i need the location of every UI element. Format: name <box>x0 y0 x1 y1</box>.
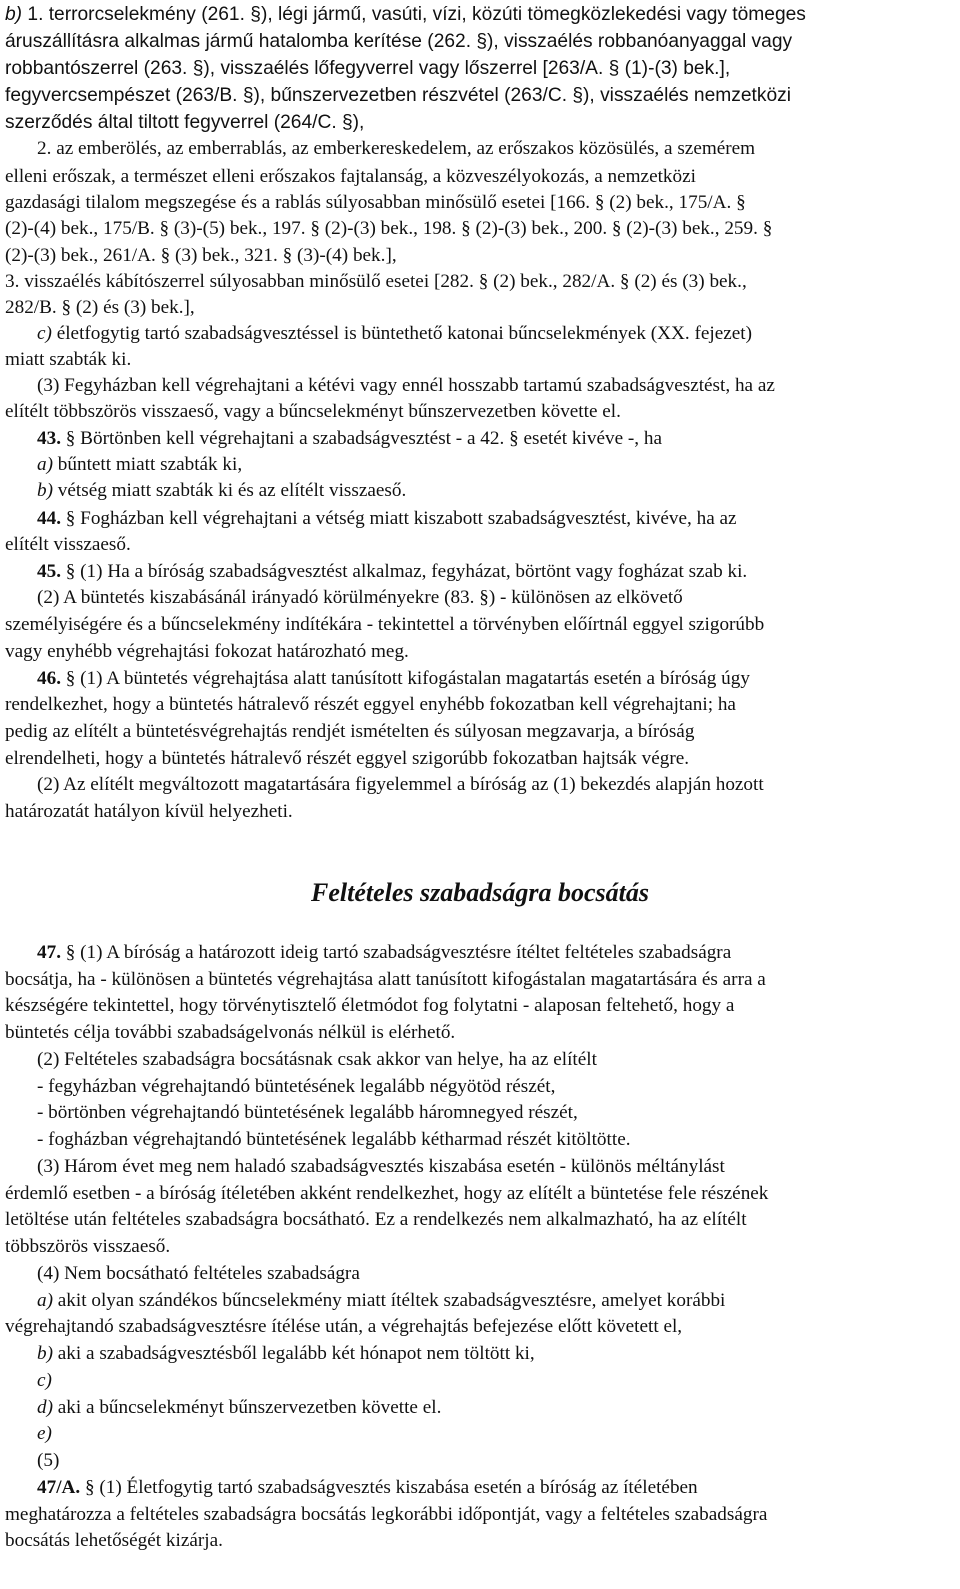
text-line: fegyvercsempészet (263/B. §), bűnszervezetben részvétel (263/C. §), visszaélés nemzetközi <box>5 85 791 106</box>
text-line: b) 1. terrorcselekmény (261. §), légi jármű, vasúti, vízi, közúti tömegközlekedési vagy tömeges <box>5 4 806 25</box>
text-line: készségére tekintettel, hogy törvénytisztelő életmódot fog folytatni - alaposan feltehető, hogy a <box>5 995 735 1016</box>
text-line: 2. az emberölés, az emberrablás, az emberkereskedelem, az erőszakos közösülés, a szemérem <box>37 138 756 159</box>
text-line: érdemlő esetben - a bíróság ítéletében akként rendelkezhet, hogy az elítélt a büntetése fele részének <box>5 1183 769 1204</box>
section-heading: Feltételes szabadságra bocsátás <box>311 878 649 907</box>
text-line: elleni erőszak, a természet elleni erőszakos fajtalanság, a közveszélyokozás, a nemzetközi <box>5 166 696 187</box>
text-line: bocsátja, ha - különösen a büntetés végrehajtása alatt tanúsított kifogástalan magatartására és arra a <box>5 969 766 990</box>
text-line: 44. § Fogházban kell végrehajtani a vétség miatt kiszabott szabadságvesztést, kivéve, ha az <box>37 508 737 529</box>
text-line: rendelkezhet, hogy a büntetés hátralevő részét eggyel enyhébb fokozatban kell végrehajtani; ha <box>5 694 736 715</box>
text-line: (2)-(3) bek., 261/A. § (3) bek., 321. § (3)-(4) bek.], <box>5 245 397 266</box>
text-line: (2) A büntetés kiszabásánál irányadó körülményekre (83. §) - különösen az elkövető <box>37 587 683 608</box>
text-line: - fogházban végrehajtandó büntetésének legalább kétharmad részét kitöltötte. <box>37 1129 631 1150</box>
text-line: a) akit olyan szándékos bűncselekmény miatt ítéltek szabadságvesztésre, amelyet korábbi <box>37 1290 726 1311</box>
text-line: büntetés célja további szabadságelvonás nélkül is elérhető. <box>5 1022 456 1043</box>
text-line: (2) Az elítélt megváltozott magatartására figyelemmel a bíróság az (1) bekezdés alapján hozott <box>37 774 764 795</box>
text-line: (4) Nem bocsátható feltételes szabadságra <box>37 1263 360 1284</box>
text-line: 43. § Börtönben kell végrehajtani a szabadságvesztést - a 42. § esetét kivéve -, ha <box>37 428 662 449</box>
text-line: határozatát hatályon kívül helyezheti. <box>5 801 293 822</box>
text-line: pedig az elítélt a büntetésvégrehajtás rendjét ismételten és súlyosan megzavarja, a bíróság <box>5 721 695 742</box>
text-line: 47. § (1) A bíróság a határozott ideig tartó szabadságvesztésre ítéltet feltételes szabadságra <box>37 942 732 963</box>
text-line: c) <box>37 1370 52 1391</box>
text-line: b) vétség miatt szabták ki és az elítélt visszaeső. <box>37 480 407 501</box>
text-line: b) aki a szabadságvesztésből legalább két hónapot nem töltött ki, <box>37 1343 535 1364</box>
text-line: letöltése után feltételes szabadságra bocsátható. Ez a rendelkezés nem alkalmazható, ha az elítélt <box>5 1209 747 1230</box>
text-line: végrehajtandó szabadságvesztésre ítélése után, a végrehajtás befejezése előtt követett el, <box>5 1316 683 1337</box>
text-line: (3) Három évet meg nem haladó szabadságvesztés kiszabása esetén - különös méltánylást <box>37 1156 725 1177</box>
text-line: gazdasági tilalom megszegése és a rablás súlyosabban minősülő esetei [166. § (2) bek., 175/A. § <box>5 192 746 213</box>
text-line: (2) Feltételes szabadságra bocsátásnak csak akkor van helye, ha az elítélt <box>37 1049 597 1070</box>
text-line: elítélt visszaeső. <box>5 534 131 555</box>
text-line: elrendelheti, hogy a büntetés hátralevő részét eggyel szigorúbb fokozatban hajtsák végre. <box>5 748 690 769</box>
text-line: - börtönben végrehajtandó büntetésének legalább háromnegyed részét, <box>37 1102 578 1123</box>
text-line: (5) <box>37 1450 60 1471</box>
text-line: szerződés által tiltott fegyverrel (264/C. §), <box>5 112 365 133</box>
text-line: d) aki a bűncselekményt bűnszervezetben követte el. <box>37 1397 442 1418</box>
text-line: 47/A. § (1) Életfogytig tartó szabadságvesztés kiszabása esetén a bíróság az ítéletében <box>37 1477 698 1498</box>
text-line: 46. § (1) A büntetés végrehajtása alatt tanúsított kifogástalan magatartás esetén a bíróság úgy <box>37 668 750 689</box>
text-line: meghatározza a feltételes szabadságra bocsátás legkorábbi időpontját, vagy a feltételes szabadságra <box>5 1504 768 1525</box>
text-line: e) <box>37 1423 52 1444</box>
text-line: a) bűntett miatt szabták ki, <box>37 454 243 475</box>
text-line: 45. § (1) Ha a bíróság szabadságvesztést alkalmaz, fegyházat, börtönt vagy fogházat szab ki. <box>37 561 748 582</box>
text-line: 3. visszaélés kábítószerrel súlyosabban minősülő esetei [282. § (2) bek., 282/A. § (2) és (3) bek., <box>5 271 747 292</box>
text-line: miatt szabták ki. <box>5 349 132 370</box>
text-line: - fegyházban végrehajtandó büntetésének legalább négyötöd részét, <box>37 1076 556 1097</box>
text-line: elítélt többszörös visszaeső, vagy a bűncselekményt bűnszervezetben követte el. <box>5 401 621 422</box>
text-line: (3) Fegyházban kell végrehajtani a kétévi vagy ennél hosszabb tartamú szabadságvesztést, ha az <box>37 375 775 396</box>
text-line: robbantószerrel (263. §), visszaélés lőfegyverrel vagy lőszerrel [263/A. § (1)-(3) bek.], <box>5 58 731 79</box>
text-line: bocsátás lehetőségét kizárja. <box>5 1530 223 1551</box>
text-line: c) életfogytig tartó szabadságvesztéssel is büntethető katonai bűncselekmények (XX. fejezet) <box>37 323 752 344</box>
text-line: 282/B. § (2) és (3) bek.], <box>5 297 195 318</box>
text-line: vagy enyhébb végrehajtási fokozat határozható meg. <box>5 641 409 662</box>
text-line: áruszállításra alkalmas jármű hatalomba kerítése (262. §), visszaélés robbanóanyaggal vagy <box>5 31 793 52</box>
text-line: személyiségére és a bűncselekmény indítékára - tekintettel a törvényben előírtnál eggyel szigorúbb <box>5 614 765 635</box>
text-line: (2)-(4) bek., 175/B. § (3)-(5) bek., 197. § (2)-(3) bek., 198. § (2)-(3) bek., 200. § (2)-(3) bek., 259. § <box>5 218 773 239</box>
text-line: többszörös visszaeső. <box>5 1236 171 1257</box>
